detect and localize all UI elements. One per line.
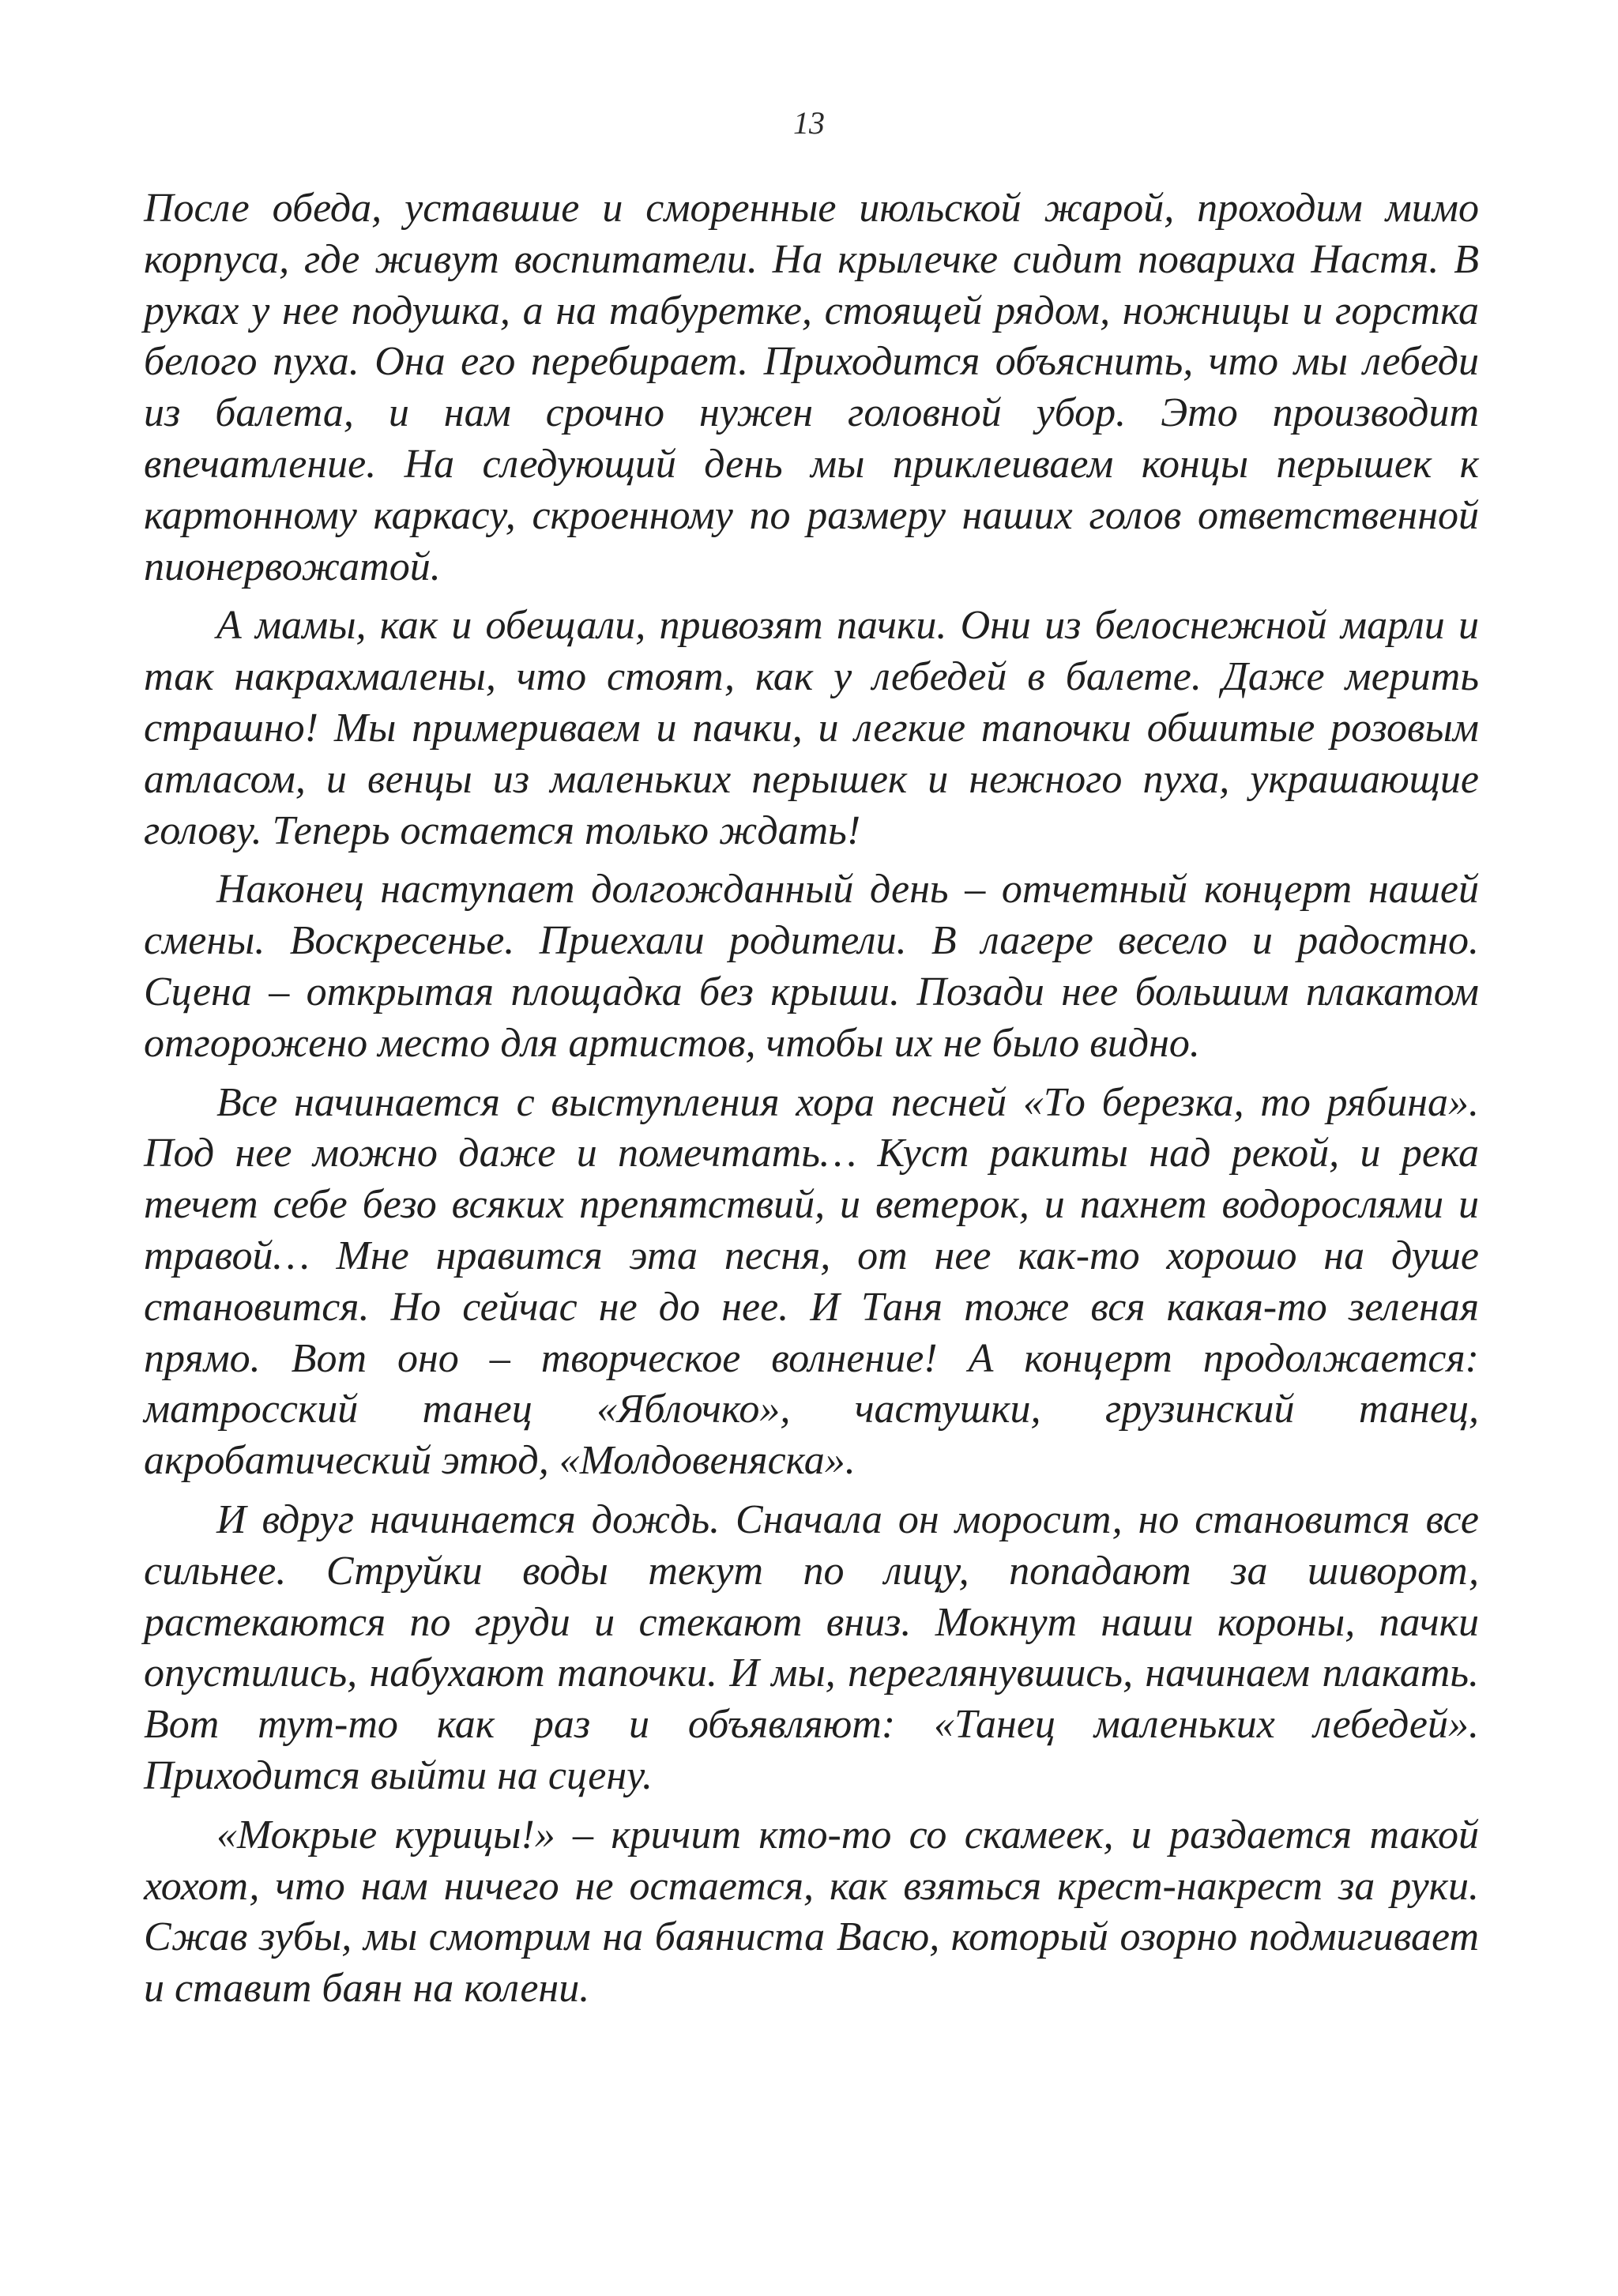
paragraph-3: Наконец наступает долгожданный день – отчетный концерт нашей смены. Воскресенье. Приехали родители. В лагере весело и радостно. Сцена – открытая площадка без крыши. Позади нее большим плакатом отгорожено место для артистов, чтобы их не было видно. xyxy=(144,867,1479,1066)
paragraph-5: И вдруг начинается дождь. Сначала он моросит, но становится все сильнее. Струйки воды текут по лицу, попадают за шиворот, растекаются по груди и стекают вниз. Мокнут наши короны, пачки опустились, набухают тапочки. И мы, переглянувшись, начинаем плакать. Вот тут-то как раз и объявляют: «Танец маленьких лебедей». Приходится выйти на сцену. xyxy=(144,1496,1479,1798)
paragraph-1: После обеда, уставшие и сморенные июльской жарой, проходим мимо корпуса, где живут воспитатели. На крылечке сидит повариха Настя. В руках у нее подушка, а на табуретке, стоящей рядом, ножницы и горстка белого пуха. Она его перебирает. Приходится объяснить, что мы лебеди из балета, и нам срочно нужен головной убор. Это производит впечатление. На следующий день мы приклеиваем концы перышек к картонному каркасу, скроенному по размеру наших голов ответственной пионервожатой. xyxy=(144,186,1479,589)
paragraph-6: «Мокрые курицы!» – кричит кто-то со скамеек, и раздается такой хохот, что нам ничего не остается, как взяться крест-накрест за руки. Сжав зубы, мы смотрим на баяниста Васю, который озорно подмигивает и ставит баян на колени. xyxy=(144,1812,1479,2012)
paragraph-2: А мамы, как и обещали, привозят пачки. Они из белоснежной марли и так накрахмалены, что стоят, как у лебедей в балете. Даже мерить страшно! Мы примериваем и пачки, и легкие тапочки обшитые розовым атласом, и венцы из маленьких перышек и нежного пуха, украшающие голову. Теперь остается только ждать! xyxy=(144,603,1479,853)
paragraph-4: Все начинается с выступления хора песней «То березка, то рябина». Под нее можно даже и помечтать… Куст ракиты над рекой, и река течет себе безо всяких препятствий, и ветерок, и пахнет водорослями и травой… Мне нравится эта песня, от нее как-то хорошо на душе становится. Но сейчас не до нее. И Таня тоже вся какая-то зеленая прямо. Вот оно – творческое волнение! А концерт продолжается: матросский танец «Яблочко», частушки, грузинский танец, акробатический этюд, «Молдовеняска». xyxy=(144,1079,1479,1484)
page-number: 13 xyxy=(793,105,825,141)
body-text xyxy=(144,183,1479,2023)
